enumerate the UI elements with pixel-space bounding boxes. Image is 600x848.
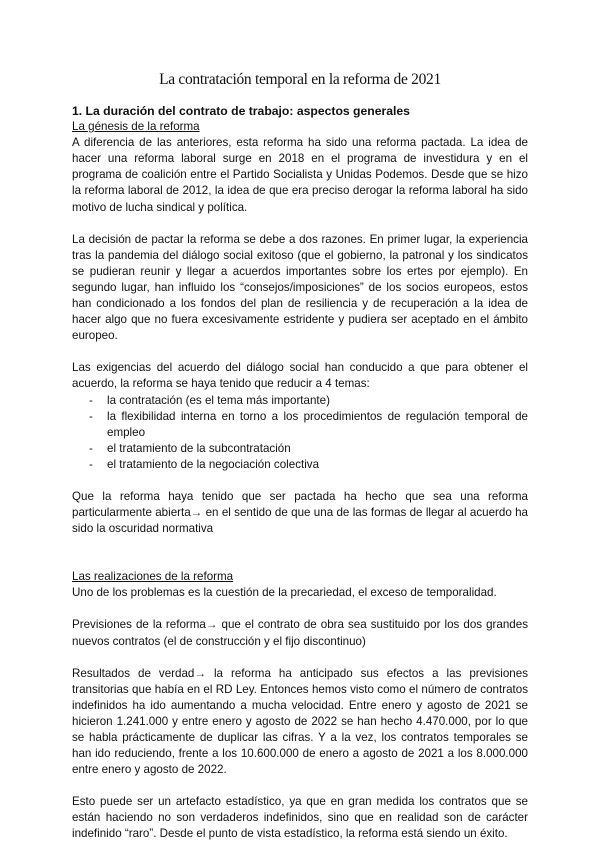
list-item: - la flexibilidad interna en torno a los procedimientos de regulación temporal de empleo	[89, 409, 528, 439]
paragraph-4: Que la reforma haya tenido que ser pactada ha hecho que sea una reforma particularmente abierta→ en el sentido de que una de las formas de llegar al acuerdo ha sido la oscuridad normativa	[72, 489, 528, 536]
document-title: La contratación temporal en la reforma de 2021	[159, 71, 441, 88]
paragraph-5: Uno de los problemas es la cuestión de la precariedad, el exceso de temporalidad.	[72, 586, 497, 600]
paragraph-8: Esto puede ser un artefacto estadístico, ya que en gran medida los contratos que se están haciendo no son verdaderos indefinidos, sino que en realidad son de carácter indefinido “raro”. Desde el punto de vista estadístico, la reforma está siendo un éxito.	[72, 795, 528, 841]
paragraph-6: Previsiones de la reforma→ que el contrato de obra sea sustituido por los dos grandes nuevos contratos (el de construcción y el fijo discontinuo)	[72, 618, 528, 648]
paragraph-1: A diferencia de las anteriores, esta reforma ha sido una reforma pactada. La idea de hacer una reforma laboral surge en 2018 en el programa de investidura y en el programa de coalición entre el Partido Socialista y Unidas Podemos. Desde que se hizo la reforma laboral de 2012, la idea de que era preciso derogar la reforma laboral ha sido motivo de lucha sindical y política.	[72, 136, 528, 214]
topics-list	[72, 393, 528, 473]
subsection-heading-genesis: La génesis de la reforma	[72, 120, 200, 134]
document-body	[72, 103, 528, 843]
list-item: - el tratamiento de la subcontratación	[72, 441, 528, 457]
section-heading: 1. La duración del contrato de trabajo: aspectos generales	[72, 104, 410, 118]
paragraph-3: Las exigencias del acuerdo del diálogo social han conducido a que para obtener el acuerdo, la reforma se haya tenido que reducir a 4 temas:	[72, 361, 528, 391]
list-item: - el tratamiento de la negociación colectiva	[72, 457, 528, 473]
paragraph-7: Resultados de verdad→ la reforma ha anticipado sus efectos a las previsiones transitorias que había en el RD Ley. Entonces hemos visto como el número de contratos indefinidos ha ido aumentando a mucha velocidad. Entre enero y agosto de 2021 se hicieron 1.241.000 y entre enero y agosto de 2022 se han hecho 4.470.000, por lo que se habla prácticamente de duplicar las cifras. Y a la vez, los contratos temporales se han ido reduciendo, frente a los 10.600.000 de enero a agosto de 2021 a los 8.000.000 entre enero y agosto de 2022.	[72, 666, 528, 777]
list-dash: -	[89, 457, 93, 471]
subsection-heading-realizaciones: Las realizaciones de la reforma	[72, 570, 234, 584]
list-item: - la contratación (es el tema más importante)	[72, 393, 528, 409]
paragraph-2: La decisión de pactar la reforma se debe a dos razones. En primer lugar, la experiencia tras la pandemia del diálogo social exitoso (que el gobierno, la patronal y los sindicatos se pudieran reunir y llegar a acuerdos importantes sobre los ertes por ejemplo). En segundo lugar, han influido los “consejos/imposiciones” de los socios europeos, estos han condicionado a los fondos del plan de resiliencia y de recuperación a la idea de hacer algo que no fuera excesivamente estridente y pudiera ser aceptado en el ámbito europeo.	[72, 232, 528, 343]
list-dash: -	[89, 393, 93, 407]
list-dash: -	[89, 441, 93, 455]
list-dash: -	[89, 409, 93, 423]
